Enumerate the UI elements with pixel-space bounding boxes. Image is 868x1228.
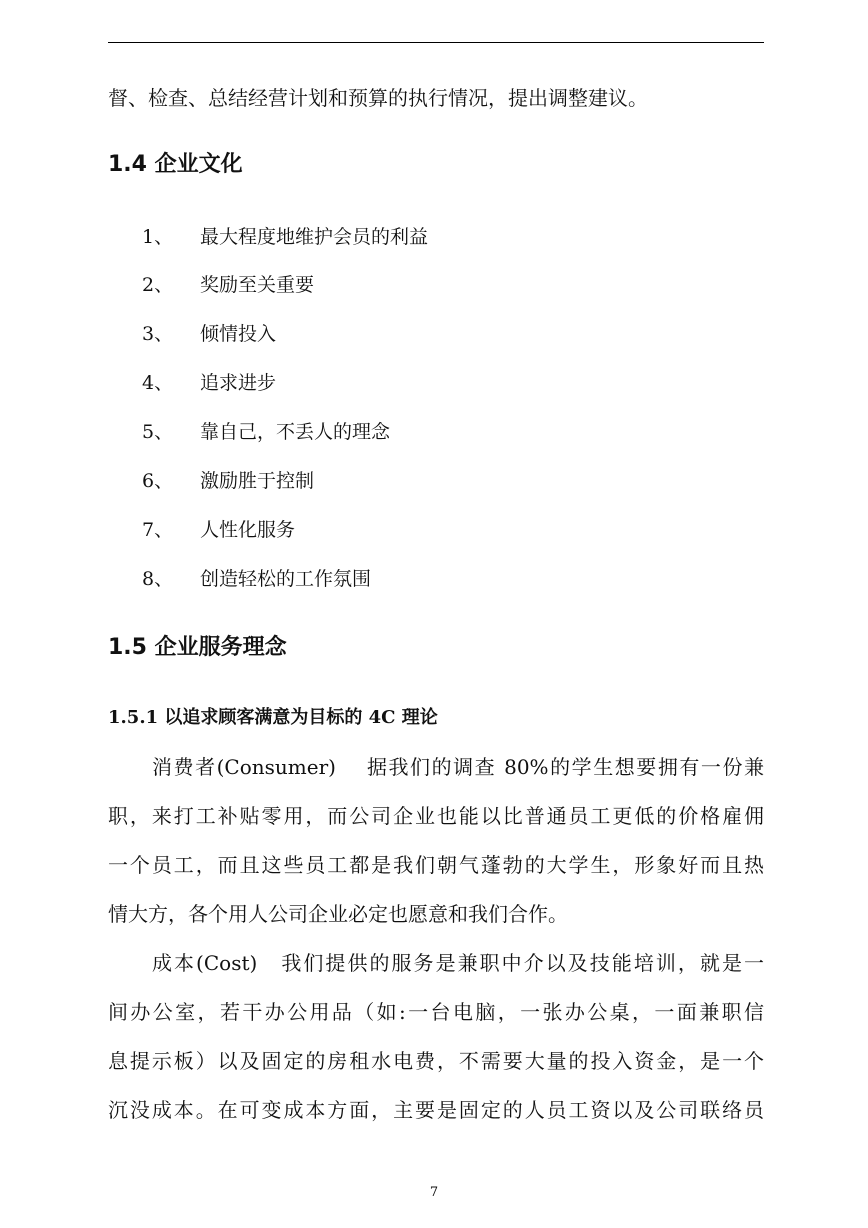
list-item-text: 最大程度地维护会员的利益 <box>200 226 429 248</box>
paragraph-line: 职，来打工补贴零用，而公司企业也能以比普通员工更低的价格雇佣 <box>108 804 764 828</box>
header-rule <box>108 42 764 43</box>
list-item <box>142 420 390 444</box>
list-item-number: 6、 <box>142 470 174 492</box>
paragraph-line: 沉没成本。在可变成本方面，主要是固定的人员工资以及公司联络员 <box>108 1098 764 1122</box>
list-item-number: 2、 <box>142 274 174 296</box>
section-heading-1-5: 1.5 企业服务理念 <box>108 635 287 660</box>
subsection-heading-1-5-1: 1.5.1 以追求顾客满意为目标的 4C 理论 <box>108 707 438 728</box>
list-item-text: 倾情投入 <box>200 323 277 345</box>
paragraph-line: 成本(Cost) 我们提供的服务是兼职中介以及技能培训，就是一 <box>152 951 764 975</box>
list-item-number: 4、 <box>142 372 174 394</box>
intro-line: 督、检查、总结经营计划和预算的执行情况，提出调整建议。 <box>108 86 648 110</box>
list-item <box>142 322 276 346</box>
section-heading-1-4: 1.4 企业文化 <box>108 152 243 177</box>
list-item <box>142 273 314 297</box>
list-item-number: 5、 <box>142 421 174 443</box>
list-item <box>142 567 371 591</box>
list-item-text: 追求进步 <box>200 372 277 394</box>
list-item-text: 激励胜于控制 <box>200 470 315 492</box>
list-item-text: 奖励至关重要 <box>200 274 315 296</box>
list-item-number: 1、 <box>142 226 174 248</box>
list-item-number: 3、 <box>142 323 174 345</box>
paragraph-line: 间办公室，若干办公用品（如:一台电脑，一张办公桌，一面兼职信 <box>108 1000 764 1024</box>
list-item <box>142 225 428 249</box>
paragraph-line: 一个员工，而且这些员工都是我们朝气蓬勃的大学生，形象好而且热 <box>108 853 764 877</box>
page-number: 7 <box>429 1185 439 1200</box>
list-item-text: 人性化服务 <box>200 519 296 541</box>
list-item-text: 创造轻松的工作氛围 <box>200 568 372 590</box>
list-item <box>142 469 314 493</box>
list-item <box>142 371 276 395</box>
list-item-text: 靠自己，不丢人的理念 <box>200 421 391 443</box>
paragraph-line: 情大方，各个用人公司企业必定也愿意和我们合作。 <box>108 902 568 926</box>
paragraph-line: 息提示板）以及固定的房租水电费，不需要大量的投入资金，是一个 <box>108 1049 764 1073</box>
list-item-number: 8、 <box>142 568 174 590</box>
list-item <box>142 518 295 542</box>
paragraph-line: 消费者(Consumer) 据我们的调查 80%的学生想要拥有一份兼 <box>152 755 764 779</box>
list-item-number: 7、 <box>142 519 174 541</box>
